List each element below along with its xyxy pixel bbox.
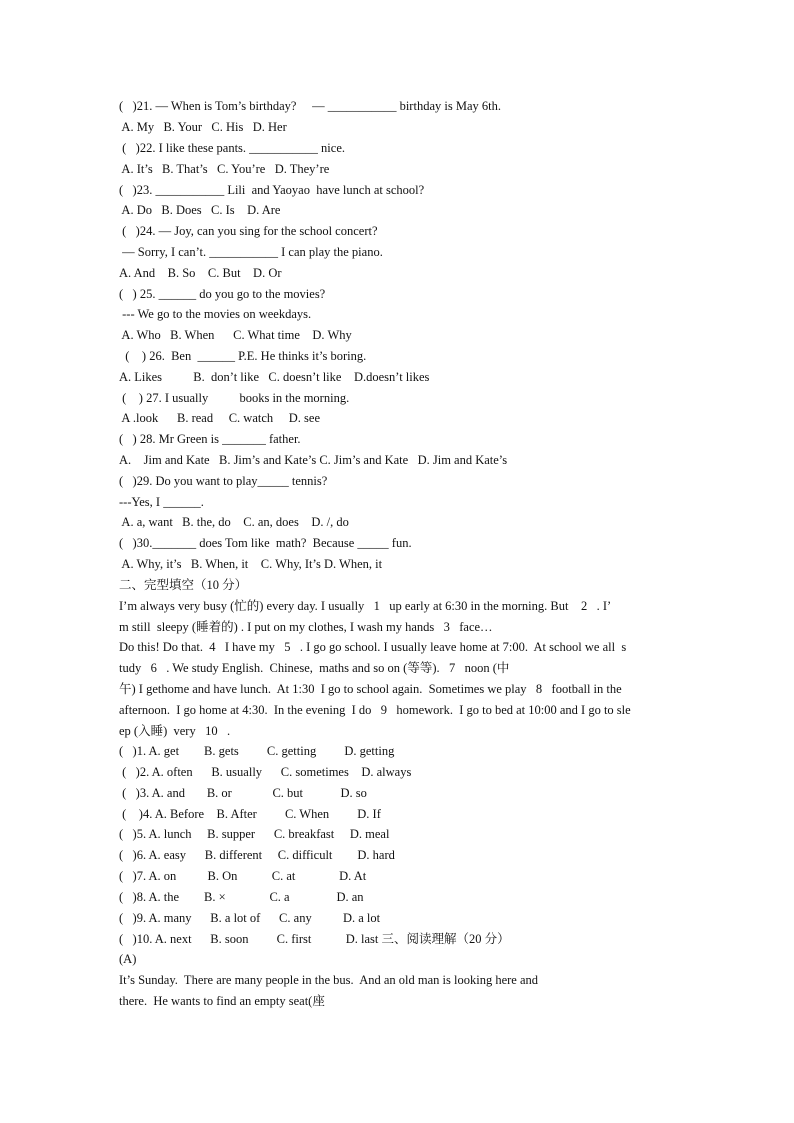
cloze-passage-line: 午) I gethome and have lunch. At 1:30 I go to school again. Sometimes we play 8 football in the <box>119 682 622 696</box>
reading-passage-line: there. He wants to find an empty seat(座 <box>119 994 325 1008</box>
q28-question: ( ) 28. Mr Green is _______ father. <box>119 432 301 446</box>
q22-question: ( )22. I like these pants. ___________ nice. <box>119 141 345 155</box>
cloze-q4: ( )4. A. Before B. After C. When D. If <box>119 807 381 821</box>
q21-options: A. My B. Your C. His D. Her <box>119 120 287 134</box>
cloze-q1: ( )1. A. get B. gets C. getting D. getting <box>119 744 395 758</box>
q25-options: A. Who B. When C. What time D. Why <box>119 328 352 342</box>
q26-options: A. Likes B. don’t like C. doesn’t like D.doesn’t likes <box>119 370 430 384</box>
q25-question: ( ) 25. ______ do you go to the movies? <box>119 287 326 301</box>
cloze-q6: ( )6. A. easy B. different C. difficult D. hard <box>119 848 395 862</box>
q22-options: A. It’s B. That’s C. You’re D. They’re <box>119 162 330 176</box>
q30-question: ( )30._______ does Tom like math? Because _____ fun. <box>119 536 412 550</box>
q29-dialogue: ---Yes, I ______. <box>119 495 204 509</box>
cloze-passage-line: ep (入睡) very 10 . <box>119 724 231 738</box>
q30-options: A. Why, it’s B. When, it C. Why, It’s D. When, it <box>119 557 383 571</box>
section-cloze-heading: 二、完型填空（10 分） <box>119 578 248 592</box>
cloze-q2: ( )2. A. often B. usually C. sometimes D. always <box>119 765 412 779</box>
cloze-q9: ( )9. A. many B. a lot of C. any D. a lot <box>119 911 381 925</box>
q21-question: ( )21. — When is Tom’s birthday? — ___________ birthday is May 6th. <box>119 99 501 113</box>
reading-passage-line: It’s Sunday. There are many people in the bus. And an old man is looking here and <box>119 973 539 987</box>
cloze-q5: ( )5. A. lunch B. supper C. breakfast D. meal <box>119 827 390 841</box>
q23-options: A. Do B. Does C. Is D. Are <box>119 203 281 217</box>
q28-options: A. Jim and Kate B. Jim’s and Kate’s C. Jim’s and Kate D. Jim and Kate’s <box>119 453 508 467</box>
cloze-passage-line: I’m always very busy (忙的) every day. I usually 1 up early at 6:30 in the morning. But 2 . I’ <box>119 599 612 613</box>
cloze-passage-line: tudy 6 . We study English. Chinese, maths and so on (等等). 7 noon (中 <box>119 661 510 675</box>
cloze-passage-line: m still sleepy (睡着的) . I put on my clothes, I wash my hands 3 face… <box>119 620 493 634</box>
cloze-q8: ( )8. A. the B. × C. a D. an <box>119 890 364 904</box>
q29-options: A. a, want B. the, do C. an, does D. /, do <box>119 515 349 529</box>
cloze-q7: ( )7. A. on B. On C. at D. At <box>119 869 367 883</box>
q29-question: ( )29. Do you want to play_____ tennis? <box>119 474 328 488</box>
reading-part-a-label: (A) <box>119 952 137 966</box>
q27-options: A .look B. read C. watch D. see <box>119 411 321 425</box>
cloze-q3: ( )3. A. and B. or C. but D. so <box>119 786 367 800</box>
q23-question: ( )23. ___________ Lili and Yaoyao have lunch at school? <box>119 183 425 197</box>
cloze-passage-line: afternoon. I go home at 4:30. In the evening I do 9 homework. I go to bed at 10:00 and I go to sle <box>119 703 631 717</box>
q24-question: ( )24. — Joy, can you sing for the school concert? <box>119 224 378 238</box>
q27-question: ( ) 27. I usually books in the morning. <box>119 391 350 405</box>
cloze-q10-and-reading-heading: ( )10. A. next B. soon C. first D. last 三、阅读理解（20 分） <box>119 932 510 946</box>
q24-options: A. And B. So C. But D. Or <box>119 266 282 280</box>
q25-dialogue: --- We go to the movies on weekdays. <box>119 307 312 321</box>
q26-question: ( ) 26. Ben ______ P.E. He thinks it’s boring. <box>119 349 367 363</box>
cloze-passage-line: Do this! Do that. 4 I have my 5 . I go go school. I usually leave home at 7:00. At school we all s <box>119 640 627 654</box>
q24-dialogue: — Sorry, I can’t. ___________ I can play the piano. <box>119 245 383 259</box>
